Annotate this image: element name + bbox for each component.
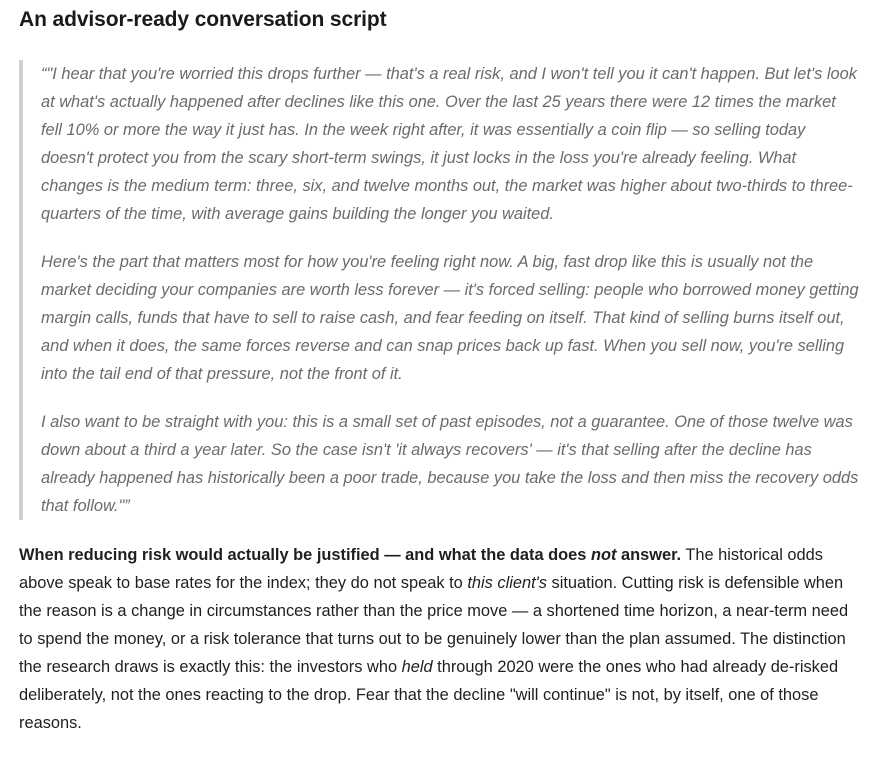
conversation-script-quote bbox=[19, 60, 859, 520]
body-text-1: The historical odds above speak to base rates for the index; they do not speak to bbox=[19, 546, 823, 592]
quote-paragraph-2: Here's the part that matters most for how you're feeling right now. A big, fast drop like this is usually not the market deciding your companies are worth less forever — it's forced selling: people who borrowed money getting margin calls, funds that have to sell to raise cash, and fear feeding on itself. That kind of selling burns itself out, and when it does, the same forces reverse and can snap prices back up fast. When you sell now, you're selling into the tail end of that pressure, not the front of it. bbox=[41, 253, 859, 383]
section-title: An advisor-ready conversation script bbox=[19, 8, 387, 31]
lead-emphasis: not bbox=[590, 546, 617, 564]
body-emphasis-2: held bbox=[401, 658, 433, 676]
lead-text-part-1: When reducing risk would actually be justified — and what the data does bbox=[19, 546, 591, 564]
paragraph-lead-heading bbox=[19, 546, 681, 564]
body-text-2: situation. Cutting risk is defensible when the reason is a change in circumstances rather than the price move — a shortened time horizon, a near-term need to spend the money, or a risk tolerance that turns out to be genuinely lower than the plan assumed. The distinction the research draws is exactly this: the investors who bbox=[19, 574, 849, 676]
body-emphasis-1: this client's bbox=[467, 574, 547, 592]
lead-text-part-2: answer. bbox=[616, 546, 682, 564]
body-text-3: through 2020 were the ones who had already de-risked deliberately, not the ones reacting to the drop. Fear that the decline "will continue" is not, by itself, one of those reasons. bbox=[19, 658, 839, 732]
document-page bbox=[19, 6, 859, 737]
quote-paragraph-1: “"I hear that you're worried this drops further — that's a real risk, and I won't tell you it can't happen. But let's look at what's actually happened after declines like this one. Over the last 25 years there were 12 times the market fell 10% or more the way it just has. In the week right after, it was essentially a coin flip — so selling today doesn't protect you from the scary short-term swings, it just locks in the loss you're already feeling. What changes is the medium term: three, six, and twelve months out, the market was higher about two-thirds to three-quarters of the time, with average gains building the longer you waited. bbox=[41, 65, 857, 223]
quote-paragraph-3: I also want to be straight with you: this is a small set of past episodes, not a guarantee. One of those twelve was down about a third a year later. So the case isn't 'it always recovers' — it's that selling after the decline has already happened has historically been a poor trade, because you take the loss and then miss the recovery odds that follow."” bbox=[41, 413, 859, 515]
risk-justification-paragraph bbox=[19, 541, 859, 737]
